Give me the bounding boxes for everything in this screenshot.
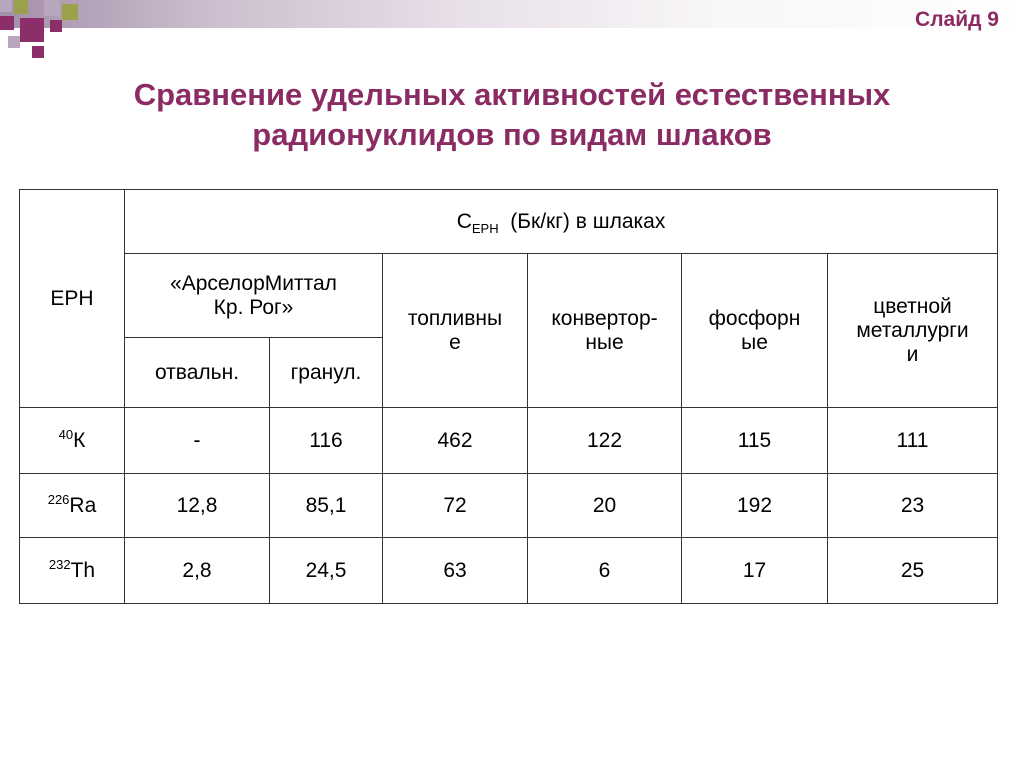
value-cell: 24,5 — [270, 538, 383, 604]
value-cell: 20 — [528, 474, 682, 538]
header-activity — [125, 190, 998, 254]
activity-table — [19, 189, 998, 604]
isotope-cell — [20, 474, 125, 538]
value-cell: 462 — [383, 408, 528, 474]
fuel-line-1: топливны — [407, 306, 503, 330]
header-erh: ЕРН — [20, 190, 125, 408]
phos-line-1: фосфорн — [708, 306, 801, 330]
color-line-3: и — [906, 342, 919, 366]
isotope-element: Ra — [69, 493, 97, 517]
header-granulated: гранул. — [270, 338, 383, 408]
value-cell: 72 — [383, 474, 528, 538]
header-gradient-bar — [0, 0, 1024, 28]
value-cell: 23 — [828, 474, 998, 538]
arcelor-line-2: Кр. Рог» — [213, 295, 294, 319]
value-cell: 2,8 — [125, 538, 270, 604]
isotope-cell — [20, 408, 125, 474]
value-cell: 85,1 — [270, 474, 383, 538]
value-cell: 116 — [270, 408, 383, 474]
header-fuel — [383, 254, 528, 408]
slide-title — [40, 75, 984, 155]
conv-line-2: ные — [585, 330, 624, 354]
value-cell: - — [125, 408, 270, 474]
header-dump: отвальн. — [125, 338, 270, 408]
header-converter — [528, 254, 682, 408]
slide-number: Слайд 9 — [915, 8, 999, 31]
table-row — [20, 538, 998, 604]
header-c-rest: (Бк/кг) в шлаках — [510, 209, 666, 233]
value-cell: 63 — [383, 538, 528, 604]
title-line-2: радионуклидов по видам шлаков — [252, 117, 772, 152]
value-cell: 17 — [682, 538, 828, 604]
header-c: С — [456, 209, 472, 233]
isotope-mass: 40 — [58, 426, 74, 442]
header-nonferrous — [828, 254, 998, 408]
value-cell: 12,8 — [125, 474, 270, 538]
isotope-cell — [20, 538, 125, 604]
fuel-line-2: е — [449, 330, 461, 354]
table-row — [20, 474, 998, 538]
value-cell: 192 — [682, 474, 828, 538]
arcelor-line-1: «АрселорМиттал — [170, 271, 337, 295]
value-cell: 122 — [528, 408, 682, 474]
title-line-1: Сравнение удельных активностей естественных — [133, 77, 891, 112]
header-phosphorus — [682, 254, 828, 408]
isotope-mass: 232 — [48, 556, 71, 572]
value-cell: 25 — [828, 538, 998, 604]
header-c-sub: ЕРН — [471, 220, 499, 236]
isotope-mass: 226 — [47, 491, 70, 507]
isotope-element: К — [73, 428, 86, 452]
table-row — [20, 408, 998, 474]
isotope-element: Th — [70, 558, 96, 582]
color-line-2: металлурги — [856, 318, 969, 342]
color-line-1: цветной — [873, 294, 952, 318]
value-cell: 111 — [828, 408, 998, 474]
value-cell: 115 — [682, 408, 828, 474]
header-arcelor — [125, 254, 383, 338]
phos-line-2: ые — [741, 330, 768, 354]
conv-line-1: конвертор- — [551, 306, 658, 330]
value-cell: 6 — [528, 538, 682, 604]
